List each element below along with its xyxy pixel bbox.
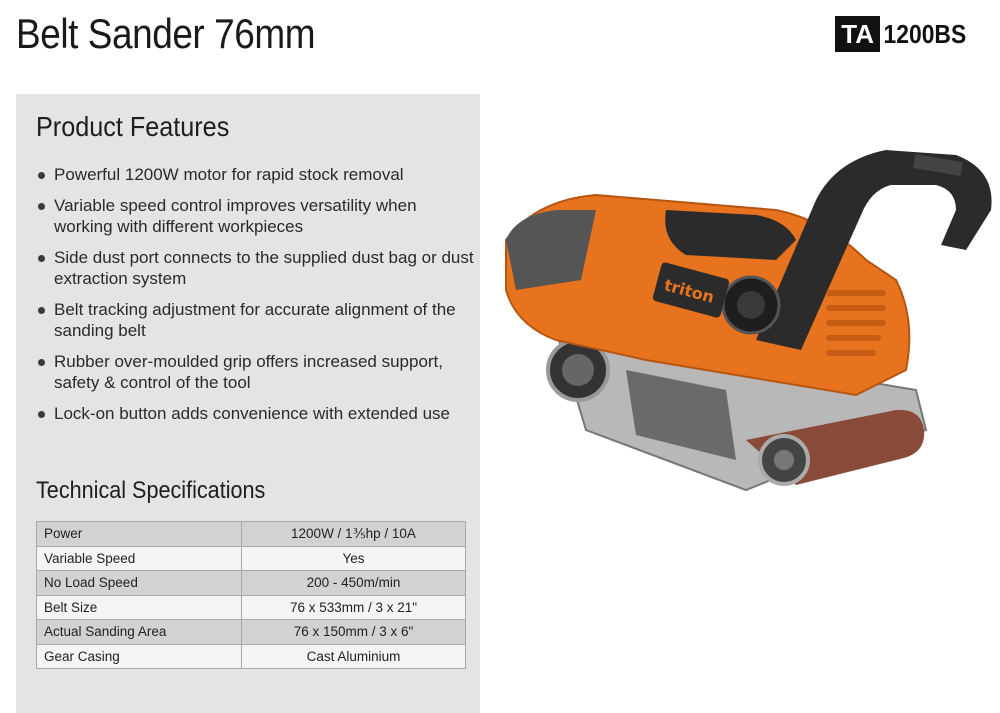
spec-value: 76 x 533mm / 3 x 21" [242,595,466,620]
model-badge [835,16,978,52]
table-row [37,522,466,547]
spec-label: Variable Speed [37,546,242,571]
spec-label: Actual Sanding Area [37,620,242,645]
spec-label: Belt Size [37,595,242,620]
spec-label: Gear Casing [37,644,242,669]
model-code: 1200BS [883,18,967,49]
spec-value: Yes [242,546,466,571]
spec-value: 76 x 150mm / 3 x 6" [242,620,466,645]
table-row [37,546,466,571]
feature-item: Side dust port connects to the supplied dust bag or dust extraction system [36,247,476,289]
page-title: Belt Sander 76mm [16,10,316,57]
features-heading: Product Features [36,111,230,142]
spec-value: Cast Aluminium [242,644,466,669]
features-list [36,164,476,434]
info-panel [16,94,480,713]
brand-mark: triton [662,275,717,307]
feature-item: Powerful 1200W motor for rapid stock removal [36,164,476,185]
table-row [37,644,466,669]
table-row [37,571,466,596]
model-prefix: TA [835,16,880,52]
specs-heading: Technical Specifications [36,477,266,504]
feature-item: Variable speed control improves versatility when working with different workpieces [36,195,476,237]
specs-table [36,521,466,669]
feature-item: Rubber over-moulded grip offers increased support, safety & control of the tool [36,351,476,393]
table-row [37,595,466,620]
spec-value: 200 - 450m/min [242,571,466,596]
table-row [37,620,466,645]
feature-item: Belt tracking adjustment for accurate alignment of the sanding belt [36,299,476,341]
spec-label: No Load Speed [37,571,242,596]
spec-label: Power [37,522,242,547]
spec-value: 1200W / 1⅗hp / 10A [242,522,466,547]
belt-sander-icon [496,140,996,520]
feature-item: Lock-on button adds convenience with extended use [36,403,476,424]
